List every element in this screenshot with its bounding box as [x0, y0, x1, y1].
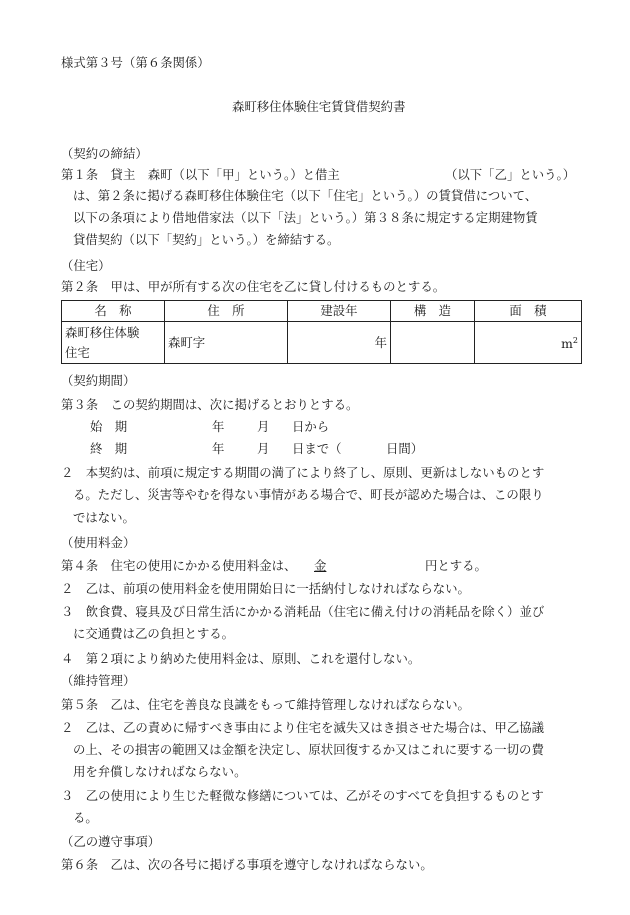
- start-term-day: 日から: [292, 419, 330, 434]
- article-1-line-4: 貸借契約（以下「契約」という。）を締結する。: [73, 232, 340, 247]
- header-year: 建設年: [288, 301, 391, 322]
- article-4-para-2: ２ 乙は、前項の使用料金を使用開始日に一括納付しなければならない。: [61, 581, 470, 596]
- article-1-heading: （契約の締結）: [61, 146, 148, 161]
- article-5-heading: （維持管理）: [61, 673, 136, 688]
- article-5-para-3-line-1: ３ 乙の使用により生じた軽微な修繕については、乙がそのすべてを負担するものとす: [61, 788, 544, 803]
- article-1-line-2: は、第２条に掲げる森町移住体験住宅（以下「住宅」という。）の賃貸借について、: [73, 188, 538, 203]
- document-title: 森町移住体験住宅賃貸借契約書: [232, 99, 406, 114]
- form-number: 様式第３号（第６条関係）: [61, 55, 210, 70]
- table-header-row: [62, 301, 582, 322]
- fee-amount-field: [314, 558, 425, 574]
- end-term-day: 日まで（: [292, 441, 342, 456]
- area-unit: m: [561, 336, 573, 352]
- end-term-days: 日間）: [386, 441, 424, 456]
- article-5-para-2-line-1: ２ 乙は、乙の責めに帰すべき事由により住宅を滅失又はき損させた場合は、甲乙協議: [61, 720, 544, 735]
- article-4-para-3-line-1: ３ 飲食費、寝具及び日常生活にかかる消耗品（住宅に備え付けの消耗品を除く）並び: [61, 604, 545, 619]
- article-2-heading: （住宅）: [61, 258, 111, 273]
- end-term-month: 月: [257, 441, 270, 456]
- end-term-label: 終 期: [90, 441, 128, 456]
- article-3-para-2-line-3: ではない。: [73, 510, 135, 525]
- cell-name-line-1: 森町移住体験: [65, 324, 140, 340]
- article-5-para-3-line-2: る。: [73, 810, 98, 825]
- article-4-line-1a: 第４条 住宅の使用にかかる使用料金は、: [61, 558, 297, 573]
- cell-structure: [391, 322, 475, 364]
- article-5-para-2-line-2: の上、その損害の範囲又は金額を決定し、原状回復するか又はこれに要する一切の費: [73, 742, 544, 757]
- article-1-line-1a: 第１条 貸主 森町（以下「甲」という。）と借主: [61, 167, 340, 182]
- header-area: 面 積: [475, 301, 582, 322]
- area-unit-sup: 2: [572, 335, 578, 345]
- article-4-heading: （使用料金）: [61, 535, 136, 550]
- article-1-line-3: 以下の条項により借地借家法（以下「法」という。）第３８条に規定する定期建物賃: [73, 210, 538, 225]
- cell-year: 年: [288, 322, 391, 364]
- cell-name: [62, 322, 165, 364]
- start-term-year: 年: [212, 419, 225, 434]
- fee-currency-label: 金: [314, 558, 327, 573]
- header-address: 住 所: [165, 301, 288, 322]
- article-4-para-3-line-2: に交通費は乙の負担とする。: [73, 626, 235, 641]
- cell-name-line-2: 住宅: [65, 344, 90, 360]
- article-1-line-1b: （以下「乙」という。）: [445, 167, 576, 182]
- header-name: 名 称: [62, 301, 165, 322]
- article-6-line-1: 第６条 乙は、次の各号に掲げる事項を遵守しなければならない。: [61, 857, 433, 872]
- header-structure: 構 造: [391, 301, 475, 322]
- start-term-label: 始 期: [90, 419, 128, 434]
- article-3-para-2-line-2: る。ただし、災害等やむを得ない事情がある場合で、町長が認めた場合は、この限り: [73, 487, 544, 502]
- article-3-line-1: 第３条 この契約期間は、次に掲げるとおりとする。: [61, 397, 359, 412]
- article-6-heading: （乙の遵守事項）: [61, 834, 161, 849]
- table-row: [62, 322, 582, 364]
- article-4-line-1c: 円とする。: [425, 558, 487, 573]
- start-term-month: 月: [257, 419, 270, 434]
- cell-address: 森町字: [165, 322, 288, 364]
- article-3-para-2-line-1: ２ 本契約は、前項に規定する期間の満了により終了し、原則、更新はしないものとす: [61, 465, 545, 480]
- article-5-line-1: 第５条 乙は、住宅を善良な良識をもって維持管理しなければならない。: [61, 697, 470, 712]
- article-4-para-4: ４ 第２項により納めた使用料金は、原則、これを還付しない。: [61, 651, 421, 666]
- cell-area: [475, 322, 582, 364]
- article-3-heading: （契約期間）: [61, 373, 136, 388]
- end-term-year: 年: [212, 441, 225, 456]
- housing-table: [61, 300, 582, 364]
- article-5-para-2-line-3: 用を弁償しなければならない。: [73, 764, 247, 779]
- article-2-line-1: 第２条 甲は、甲が所有する次の住宅を乙に貸し付けるものとする。: [61, 279, 446, 294]
